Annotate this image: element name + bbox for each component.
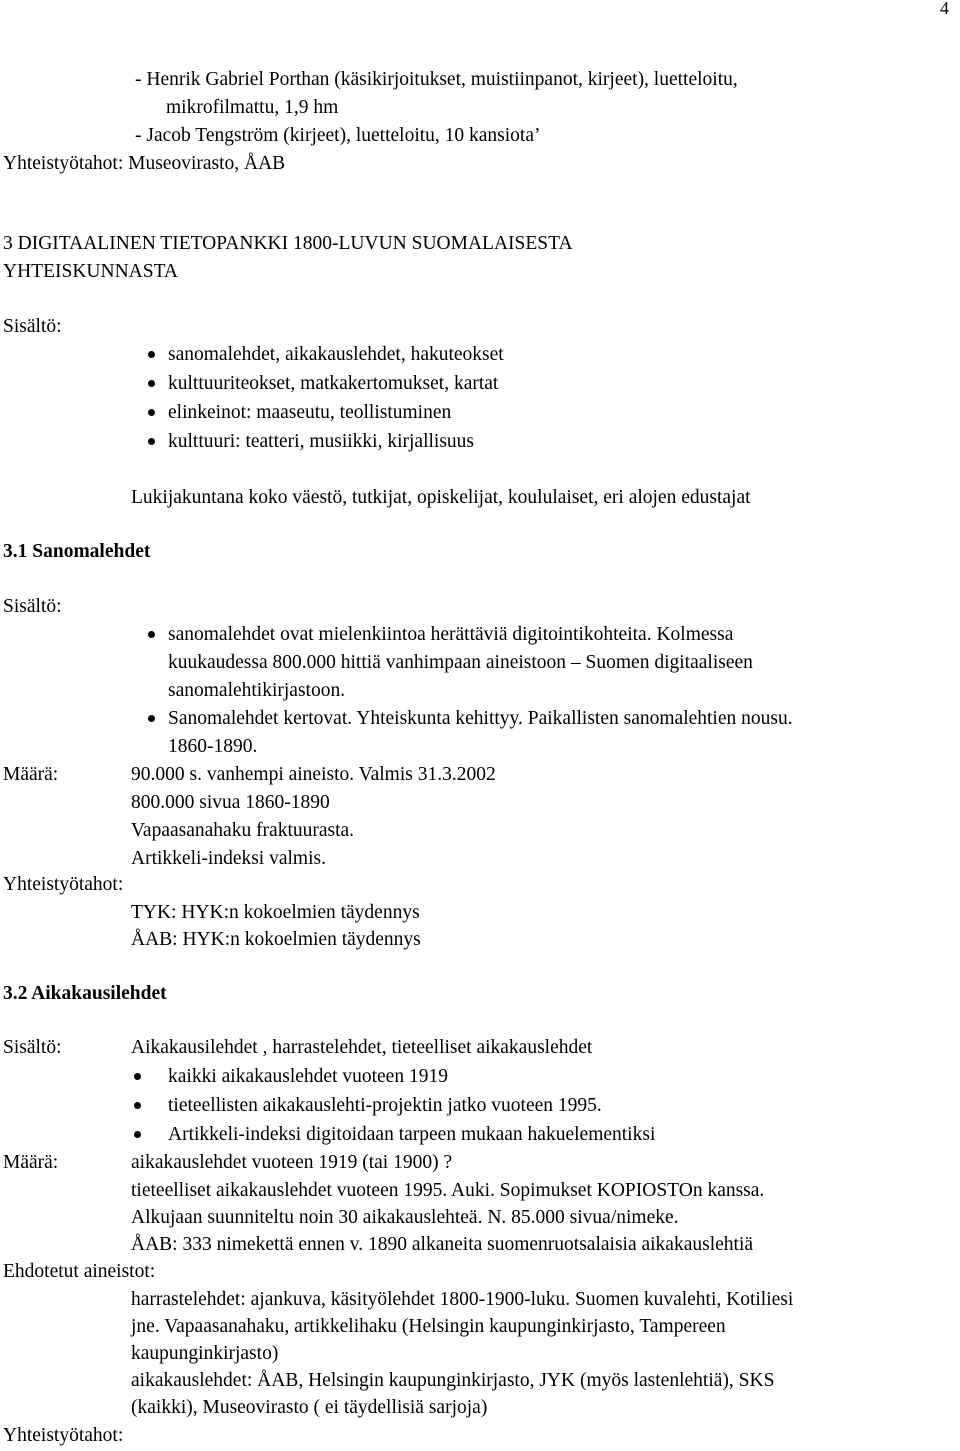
section-3-content-label: Sisältö: <box>3 316 62 337</box>
section-3-2-partners-label: Yhteistyötahot: <box>3 1425 124 1446</box>
section-3-2-amount-line-1: aikakauslehdet vuoteen 1919 (tai 1900) ? <box>131 1152 453 1173</box>
section-3-1-amount-line-3: Vapaasanahaku fraktuurasta. <box>131 820 355 841</box>
bullet-dot <box>134 1131 141 1138</box>
section-3-bullet-2: kulttuuriteokset, matkakertomukset, kartat <box>168 373 499 394</box>
section-3-2-amount-line-2: tieteelliset aikakauslehdet vuoteen 1995. Auki. Sopimukset KOPIOSTOn kanssa. <box>131 1180 765 1201</box>
section-3-2-content-intro: Aikakausilehdet , harrastelehdet, tieteelliset aikakauslehdet <box>131 1037 593 1058</box>
section-3-2-proposed-line-2: jne. Vapaasanahaku, artikkelihaku (Helsingin kaupunginkirjasto, Tampereen <box>131 1316 726 1337</box>
section-3-2-amount-line-3: Alkujaan suunniteltu noin 30 aikakauslehteä. N. 85.000 sivua/nimeke. <box>131 1207 679 1228</box>
page-number: 4 <box>940 0 949 18</box>
intro-item-2: - Jacob Tengström (kirjeet), luetteloitu, 10 kansiota’ <box>135 125 541 146</box>
section-3-1-heading: 3.1 Sanomalehdet <box>3 541 151 562</box>
section-3-2-heading: 3.2 Aikakausilehdet <box>3 983 167 1004</box>
section-3-1-bullet-2-line-2: 1860-1890. <box>168 736 258 757</box>
section-3-1-bullet-2-line-1: Sanomalehdet kertovat. Yhteiskunta kehittyy. Paikallisten sanomalehtien nousu. <box>168 708 793 729</box>
bullet-dot <box>148 438 155 445</box>
section-3-2-bullet-2: tieteellisten aikakauslehti-projektin jatko vuoteen 1995. <box>168 1095 602 1116</box>
section-3-1-amount-line-1: 90.000 s. vanhempi aineisto. Valmis 31.3.2002 <box>131 764 496 785</box>
section-3-1-partner-2: ÅAB: HYK:n kokoelmien täydennys <box>131 929 421 950</box>
bullet-dot <box>148 409 155 416</box>
bullet-dot <box>148 380 155 387</box>
section-3-bullet-3: elinkeinot: maaseutu, teollistuminen <box>168 402 452 423</box>
section-3-1-bullet-1-line-1: sanomalehdet ovat mielenkiintoa herättäviä digitointikohteita. Kolmessa <box>168 624 734 645</box>
section-3-2-proposed-line-4: aikakauslehdet: ÅAB, Helsingin kaupunginkirjasto, JYK (myös lastenlehtiä), SKS <box>131 1370 775 1391</box>
section-3-1-partners-label: Yhteistyötahot: <box>3 874 124 895</box>
section-3-1-bullet-1-line-2: kuukaudessa 800.000 hittiä vanhimpaan aineistoon – Suomen digitaaliseen <box>168 652 753 673</box>
section-3-1-partner-1: TYK: HYK:n kokoelmien täydennys <box>131 902 420 923</box>
bullet-dot <box>148 631 155 638</box>
section-3-1-amount-line-2: 800.000 sivua 1860-1890 <box>131 792 330 813</box>
section-3-2-proposed-line-1: harrastelehdet: ajankuva, käsityölehdet 1800-1900-luku. Suomen kuvalehti, Kotiliesi <box>131 1289 794 1310</box>
section-3-1-bullet-1-line-3: sanomalehtikirjastoon. <box>168 680 346 701</box>
section-3-bullet-4: kulttuuri: teatteri, musiikki, kirjallisuus <box>168 431 475 452</box>
section-3-heading-line-2: YHTEISKUNNASTA <box>3 261 179 282</box>
section-3-2-bullet-1: kaikki aikakauslehdet vuoteen 1919 <box>168 1066 448 1087</box>
section-3-readership: Lukijakuntana koko väestö, tutkijat, opiskelijat, koululaiset, eri alojen edustajat <box>131 487 751 508</box>
bullet-dot <box>134 1073 141 1080</box>
section-3-2-amount-label: Määrä: <box>3 1152 59 1173</box>
section-3-bullet-1: sanomalehdet, aikakauslehdet, hakuteokset <box>168 344 504 365</box>
intro-item-1-line-2: mikrofilmattu, 1,9 hm <box>166 97 339 118</box>
bullet-dot <box>134 1102 141 1109</box>
intro-partners: Yhteistyötahot: Museovirasto, ÅAB <box>3 153 286 174</box>
section-3-2-amount-line-4: ÅAB: 333 nimekettä ennen v. 1890 alkaneita suomenruotsalaisia aikakauslehtiä <box>131 1234 754 1255</box>
section-3-1-amount-line-4: Artikkeli-indeksi valmis. <box>131 848 326 869</box>
section-3-2-content-label: Sisältö: <box>3 1037 62 1058</box>
section-3-2-proposed-line-3: kaupunginkirjasto) <box>131 1343 279 1364</box>
section-3-heading-line-1: 3 DIGITAALINEN TIETOPANKKI 1800-LUVUN SUOMALAISESTA <box>3 233 573 254</box>
bullet-dot <box>148 715 155 722</box>
intro-item-1-line-1: - Henrik Gabriel Porthan (käsikirjoitukset, muistiinpanot, kirjeet), luetteloitu, <box>135 69 738 90</box>
section-3-1-amount-label: Määrä: <box>3 764 59 785</box>
section-3-1-content-label: Sisältö: <box>3 596 62 617</box>
section-3-2-proposed-label: Ehdotetut aineistot: <box>3 1261 156 1282</box>
bullet-dot <box>148 351 155 358</box>
section-3-2-proposed-line-5: (kaikki), Museovirasto ( ei täydellisiä sarjoja) <box>131 1397 488 1418</box>
section-3-2-bullet-3: Artikkeli-indeksi digitoidaan tarpeen mukaan hakuelementiksi <box>168 1124 656 1145</box>
